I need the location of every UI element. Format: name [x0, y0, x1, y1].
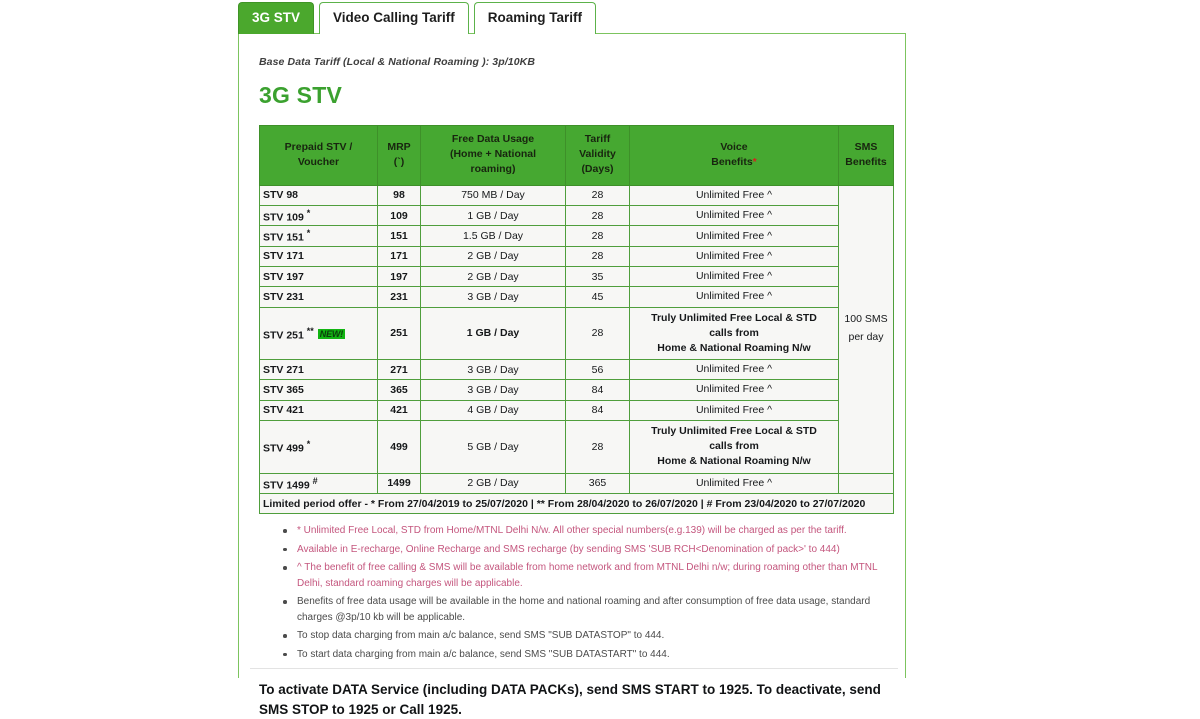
header-voice-line2: Benefits: [711, 155, 753, 168]
cell-voice-benefits: [630, 420, 839, 473]
header-mrp: [378, 126, 421, 186]
cell-free-data-usage: 3 GB / Day: [421, 360, 566, 380]
cell-free-data-usage: 2 GB / Day: [421, 246, 566, 266]
cell-voice-benefits: Unlimited Free ^: [630, 287, 839, 307]
voice-benefit-line: Home & National Roaming N/w: [657, 341, 811, 354]
header-validity-line3: (Days): [581, 163, 614, 176]
tab-content-panel: [238, 33, 906, 717]
cell-tariff-validity: 35: [566, 267, 630, 287]
cell-tariff-validity: 28: [566, 307, 630, 360]
header-free-data-usage: [421, 126, 566, 186]
cell-mrp: 231: [378, 287, 421, 307]
base-tariff-note: Base Data Tariff (Local & National Roaming ): 3p/10KB: [259, 56, 536, 68]
cell-sms-benefits-empty: [839, 473, 894, 494]
cell-tariff-validity: 28: [566, 246, 630, 266]
cell-stv-name: [260, 185, 378, 205]
cell-stv-name: [260, 246, 378, 266]
cell-stv-name: [260, 226, 378, 247]
table-row: [260, 420, 894, 473]
cell-tariff-validity: 28: [566, 185, 630, 205]
voice-benefits-asterisk: *: [752, 155, 757, 168]
stv-name-label: STV 151: [263, 231, 304, 244]
cell-mrp: 251: [378, 307, 421, 360]
list-item: Available in E-recharge, Online Recharge and SMS recharge (by sending SMS 'SUB RCH<Denomination of pack>' to 444): [295, 542, 891, 558]
table-row: [260, 246, 894, 266]
footnote-marker: *: [306, 228, 311, 239]
tab-3g-stv[interactable]: 3G STV: [238, 2, 314, 34]
activation-instructions: To activate DATA Service (including DATA PACKs), send SMS START to 1925. To deactivate, send SMS STOP to 1925 or Call 1925.: [259, 682, 881, 717]
bottom-divider: [250, 668, 898, 669]
stv-name-label: STV 499: [263, 442, 304, 455]
table-row: [260, 185, 894, 205]
cell-voice-benefits: Unlimited Free ^: [630, 205, 839, 226]
footnote-marker: #: [312, 475, 318, 486]
cell-stv-name: [260, 380, 378, 400]
cell-voice-benefits: Unlimited Free ^: [630, 267, 839, 287]
cell-stv-name: [260, 307, 378, 360]
header-mrp-line1: MRP: [387, 140, 411, 153]
cell-mrp: 271: [378, 360, 421, 380]
cell-tariff-validity: 56: [566, 360, 630, 380]
cell-voice-benefits: Unlimited Free ^: [630, 246, 839, 266]
notes-list: [251, 523, 891, 662]
cell-voice-benefits: Unlimited Free ^: [630, 226, 839, 247]
table-footer-row: [260, 494, 894, 514]
stv-name-label: STV 251: [263, 329, 304, 342]
table-row: [260, 267, 894, 287]
cell-mrp: 109: [378, 205, 421, 226]
stv-name-label: STV 109: [263, 211, 304, 224]
cell-voice-benefits: Unlimited Free ^: [630, 185, 839, 205]
stv-name-label: STV 231: [263, 290, 304, 303]
table-header: [260, 126, 894, 186]
header-data-line1: Free Data Usage: [451, 133, 535, 145]
cell-voice-benefits: Unlimited Free ^: [630, 380, 839, 400]
cell-free-data-usage: 2 GB / Day: [421, 473, 566, 494]
tab-roaming-tariff[interactable]: Roaming Tariff: [474, 2, 596, 34]
cell-free-data-usage: 3 GB / Day: [421, 287, 566, 307]
header-sms-line1: SMS: [854, 140, 878, 153]
page-title: 3G STV: [259, 82, 343, 108]
cell-mrp: 1499: [378, 473, 421, 494]
table-row: [260, 205, 894, 226]
list-item: * Unlimited Free Local, STD from Home/MTNL Delhi N/w. All other special numbers(e.g.139) will be charged as per the tariff.: [295, 523, 891, 539]
table-body: [260, 185, 894, 513]
header-prepaid-stv-voucher: Prepaid STV / Voucher: [260, 126, 378, 186]
limited-period-offer: Limited period offer - * From 27/04/2019 to 25/07/2020 | ** From 28/04/2020 to 26/07/2020 | # From 23/04/2020 to 27/07/2020: [260, 494, 894, 514]
list-item: Benefits of free data usage will be available in the home and national roaming and after consumption of free data usage, standard charges @3p/10 kb will be applicable.: [295, 594, 891, 625]
table-row: [260, 360, 894, 380]
cell-tariff-validity: 45: [566, 287, 630, 307]
cell-voice-benefits: [630, 307, 839, 360]
cell-free-data-usage: 750 MB / Day: [421, 185, 566, 205]
header-voice-benefits: [630, 126, 839, 186]
cell-voice-benefits: Unlimited Free ^: [630, 400, 839, 420]
header-data-line2: (Home + National: [449, 148, 537, 161]
cell-free-data-usage: 1 GB / Day: [421, 307, 566, 360]
cell-sms-benefits: [839, 185, 894, 473]
cell-stv-name: [260, 360, 378, 380]
footnote-marker: *: [306, 438, 311, 449]
cell-mrp: 365: [378, 380, 421, 400]
table-row: [260, 380, 894, 400]
table-row: [260, 287, 894, 307]
stv-name-label: STV 421: [263, 404, 304, 417]
cell-voice-benefits: Unlimited Free ^: [630, 360, 839, 380]
cell-mrp: 98: [378, 185, 421, 205]
cell-tariff-validity: 84: [566, 400, 630, 420]
cell-stv-name: [260, 267, 378, 287]
header-validity-line1: Tariff: [584, 133, 611, 145]
cell-stv-name: [260, 420, 378, 473]
list-item: ^ The benefit of free calling & SMS will be available from home network and from MTNL Delhi n/w; during roaming other than MTNL Delhi, standard roaming charges will be applicable.: [295, 560, 891, 591]
cell-free-data-usage: 5 GB / Day: [421, 420, 566, 473]
cell-tariff-validity: 28: [566, 205, 630, 226]
footnote-marker: *: [306, 207, 311, 218]
stv-name-label: STV 271: [263, 363, 304, 376]
table-row: [260, 400, 894, 420]
stv-name-label: STV 171: [263, 250, 304, 263]
cell-stv-name: [260, 205, 378, 226]
header-sms-line2: Benefits: [845, 155, 887, 168]
cell-tariff-validity: 365: [566, 473, 630, 494]
sms-benefit-line2: per day: [848, 331, 884, 344]
voice-benefit-line: Truly Unlimited Free Local & STD: [651, 311, 817, 324]
list-item: To stop data charging from main a/c balance, send SMS "SUB DATASTOP" to 444.: [295, 628, 891, 644]
sms-benefit-line1: 100 SMS: [844, 313, 888, 326]
cell-tariff-validity: 84: [566, 380, 630, 400]
cell-mrp: 197: [378, 267, 421, 287]
cell-tariff-validity: 28: [566, 226, 630, 247]
stv-name-label: STV 365: [263, 384, 304, 397]
table-row: [260, 473, 894, 494]
cell-mrp: 499: [378, 420, 421, 473]
cell-stv-name: [260, 287, 378, 307]
footnote-marker: **: [306, 325, 314, 336]
table-row: [260, 307, 894, 360]
cell-free-data-usage: 1 GB / Day: [421, 205, 566, 226]
list-item: To start data charging from main a/c balance, send SMS "SUB DATASTART" to 444.: [295, 647, 891, 663]
header-voice-line1: Voice: [720, 140, 748, 153]
cell-free-data-usage: 3 GB / Day: [421, 380, 566, 400]
new-badge: NEW!: [319, 329, 343, 340]
cell-free-data-usage: 4 GB / Day: [421, 400, 566, 420]
cell-free-data-usage: 1.5 GB / Day: [421, 226, 566, 247]
cell-mrp: 151: [378, 226, 421, 247]
header-mrp-line2: (`): [393, 155, 405, 168]
cell-stv-name: [260, 400, 378, 420]
header-tariff-validity: [566, 126, 630, 186]
cell-stv-name: [260, 473, 378, 494]
stv-name-label: STV 98: [263, 189, 299, 202]
voice-benefit-line: Home & National Roaming N/w: [657, 455, 811, 468]
header-validity-line2: Validity: [579, 148, 616, 161]
stv-name-label: STV 197: [263, 270, 304, 283]
table-header-row: [260, 126, 894, 186]
cell-free-data-usage: 2 GB / Day: [421, 267, 566, 287]
voice-benefit-line: calls from: [709, 440, 759, 453]
header-sms-benefits: [839, 126, 894, 186]
table-row: [260, 226, 894, 247]
cell-mrp: 421: [378, 400, 421, 420]
cell-tariff-validity: 28: [566, 420, 630, 473]
cell-mrp: 171: [378, 246, 421, 266]
tab-bar: [238, 2, 596, 34]
voice-benefit-line: calls from: [709, 326, 759, 339]
voice-benefit-line: Truly Unlimited Free Local & STD: [651, 424, 817, 437]
tab-video-calling-tariff[interactable]: Video Calling Tariff: [319, 2, 469, 34]
cell-voice-benefits: Unlimited Free ^: [630, 473, 839, 494]
tariff-table: [259, 125, 894, 514]
stv-name-label: STV 1499: [263, 479, 310, 491]
header-data-line3: roaming): [470, 163, 516, 176]
